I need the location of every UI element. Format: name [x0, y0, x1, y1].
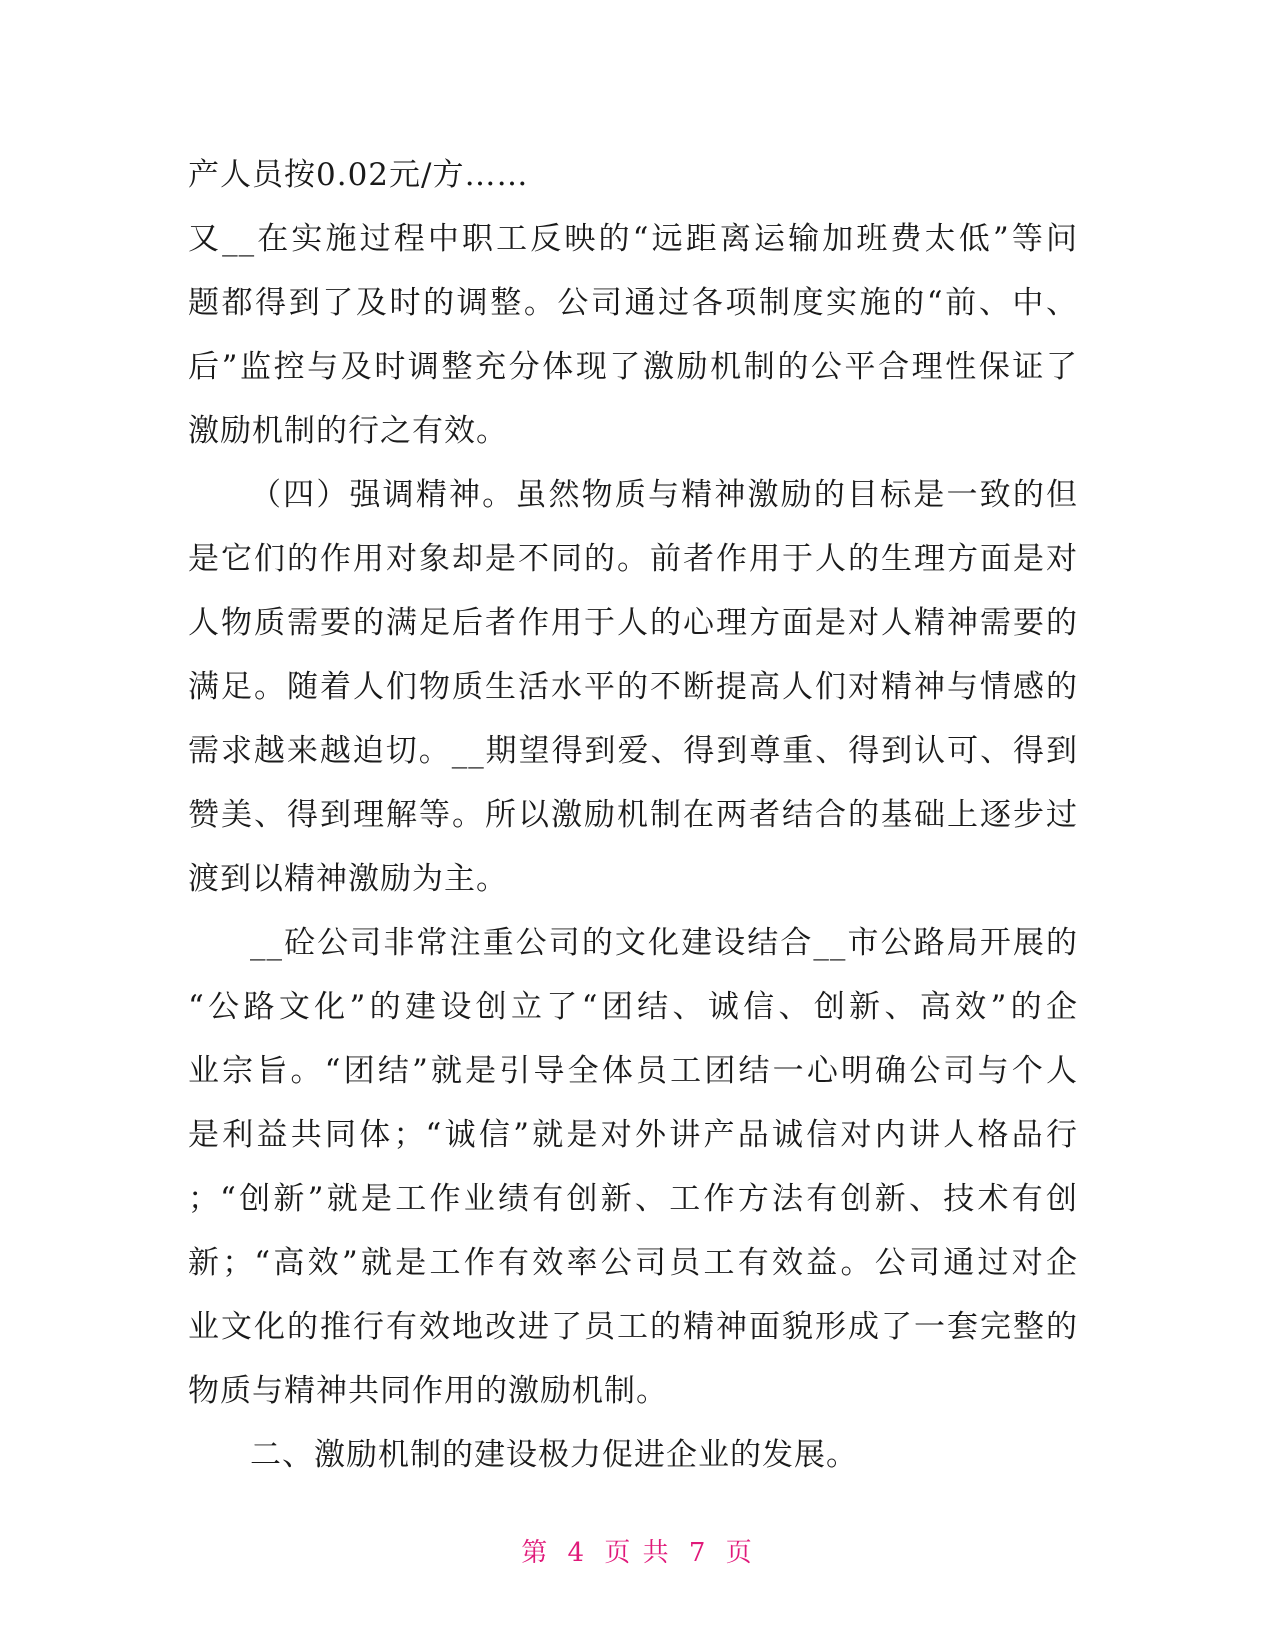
current-page-number: 4: [567, 1538, 587, 1568]
document-body: [188, 143, 1078, 1487]
paragraph-line: 渡到以精神激励为主。: [188, 861, 508, 897]
paragraph-line: 新；“高效”就是工作有效率公司员工有效益。公司通过对企: [188, 1245, 1078, 1281]
paragraph-line: 后”监控与及时调整充分体现了激励机制的公平合理性保证了: [188, 349, 1078, 385]
total-pages-number: 7: [688, 1538, 708, 1568]
paragraph-line: 物质与精神共同作用的激励机制。: [188, 1373, 668, 1409]
paragraph-line: 业宗旨。“团结”就是引导全体员工团结一心明确公司与个人: [188, 1053, 1078, 1089]
paragraph-line: 人物质需要的满足后者作用于人的心理方面是对人精神需要的: [188, 605, 1078, 641]
paragraph-line: 需求越来越迫切。__期望得到爱、得到尊重、得到认可、得到: [188, 733, 1078, 769]
paragraph-line: 满足。随着人们物质生活水平的不断提高人们对精神与情感的: [188, 669, 1078, 705]
footer-prefix: 第: [521, 1538, 550, 1568]
footer-mid: 页 共: [604, 1538, 671, 1568]
paragraph-line: 赞美、得到理解等。所以激励机制在两者结合的基础上逐步过: [188, 797, 1078, 833]
page-footer: [0, 1532, 1275, 1569]
paragraph-line: “公路文化”的建设创立了“团结、诚信、创新、高效”的企: [188, 989, 1078, 1025]
paragraph-line: ；“创新”就是工作业绩有创新、工作方法有创新、技术有创: [188, 1181, 1078, 1217]
paragraph-line: 又__在实施过程中职工反映的“远距离运输加班费太低”等问: [188, 221, 1078, 257]
paragraph-line: 业文化的推行有效地改进了员工的精神面貌形成了一套完整的: [188, 1309, 1078, 1345]
paragraph-line: __砼公司非常注重公司的文化建设结合__市公路局开展的: [250, 925, 1078, 961]
footer-suffix: 页: [725, 1538, 754, 1568]
paragraph-line: 产人员按0.02元/方……: [188, 157, 529, 193]
paragraph-line: 题都得到了及时的调整。公司通过各项制度实施的“前、中、: [188, 285, 1078, 321]
section-heading: 二、激励机制的建设极力促进企业的发展。: [250, 1437, 858, 1473]
paragraph-line: （四）强调精神。虽然物质与精神激励的目标是一致的但: [250, 477, 1078, 513]
paragraph-line: 是它们的作用对象却是不同的。前者作用于人的生理方面是对: [188, 541, 1078, 577]
paragraph-line: 激励机制的行之有效。: [188, 413, 508, 449]
paragraph-line: 是利益共同体；“诚信”就是对外讲产品诚信对内讲人格品行: [188, 1117, 1078, 1153]
